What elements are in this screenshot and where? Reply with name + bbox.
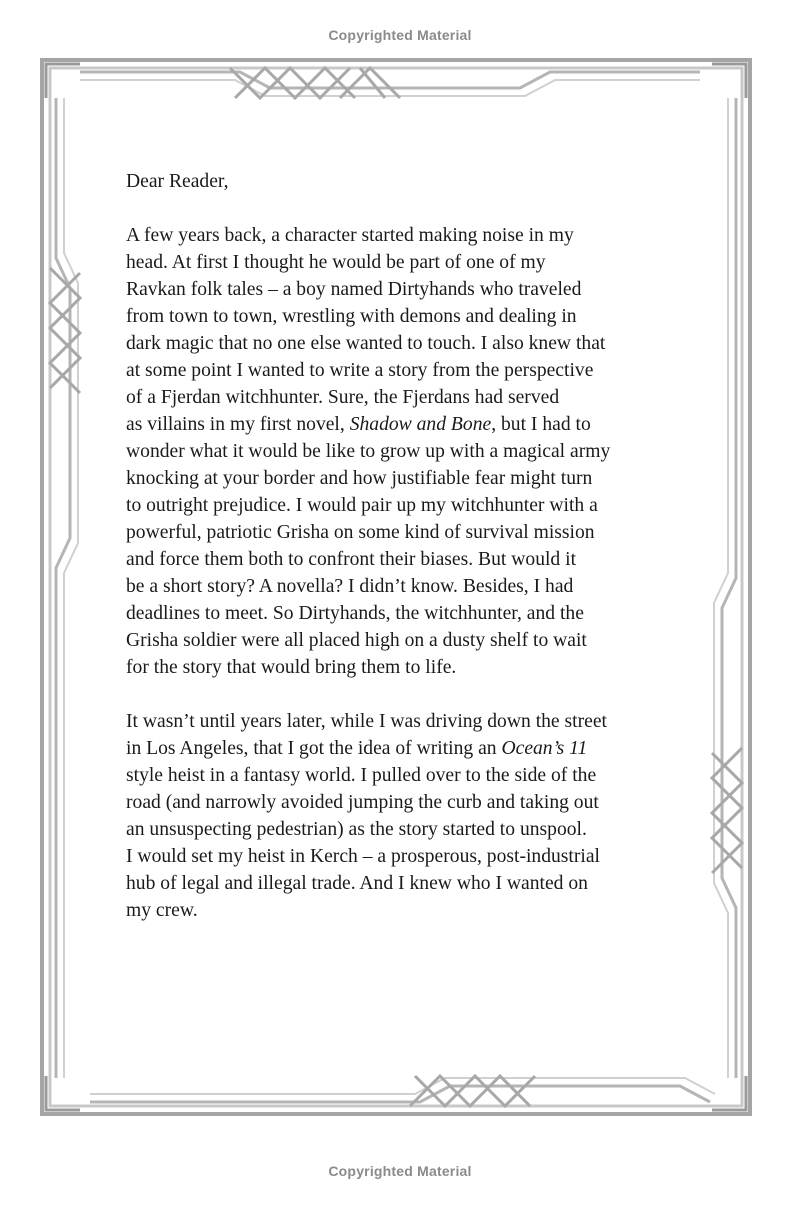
bottom-knot-ornament [410, 1076, 535, 1106]
p2-line-1: It wasn’t until years later, while I was driving down the street [126, 711, 607, 732]
p1-line-3: Ravkan folk tales – a boy named Dirtyhands who traveled [126, 279, 582, 300]
p1-line-8-end: , but I had to [491, 414, 591, 435]
top-knot-ornament [230, 68, 400, 98]
p2-line-5: an unsuspecting pedestrian) as the story started to unspool. [126, 819, 587, 840]
p1-line-12: powerful, patriotic Grisha on some kind of survival mission [126, 522, 595, 543]
p1-line-4: from town to town, wrestling with demons and dealing in [126, 306, 577, 327]
right-knot-ornament [712, 748, 742, 873]
p1-line-6: at some point I wanted to write a story from the perspective [126, 360, 594, 381]
paragraph-2 [126, 708, 686, 924]
copyright-header: Copyrighted Material [328, 27, 472, 43]
p1-line-16: Grisha soldier were all placed high on a dusty shelf to wait [126, 630, 587, 651]
p1-line-8 [126, 411, 686, 438]
letter-body [126, 168, 686, 951]
p2-line-2-start: in Los Angeles, that I got the idea of writing an [126, 738, 502, 759]
p1-line-7: of a Fjerdan witchhunter. Sure, the Fjerdans had served [126, 387, 560, 408]
p2-line-3: style heist in a fantasy world. I pulled over to the side of the [126, 765, 597, 786]
salutation: Dear Reader, [126, 171, 229, 192]
p2-line-6: I would set my heist in Kerch – a prosperous, post-industrial [126, 846, 600, 867]
left-knot-ornament [50, 268, 80, 393]
paragraph-1 [126, 222, 686, 681]
p2-line-2 [126, 735, 686, 762]
p1-line-1: A few years back, a character started making noise in my [126, 225, 574, 246]
p2-line-4: road (and narrowly avoided jumping the curb and taking out [126, 792, 599, 813]
p1-line-8-start: as villains in my first novel, [126, 414, 350, 435]
p1-line-11: to outright prejudice. I would pair up my witchhunter with a [126, 495, 598, 516]
p1-line-17: for the story that would bring them to life. [126, 657, 457, 678]
p1-line-10: knocking at your border and how justifiable fear might turn [126, 468, 593, 489]
p1-line-9: wonder what it would be like to grow up with a magical army [126, 441, 611, 462]
film-title-oceans-11: Ocean’s 11 [501, 738, 588, 759]
p2-line-8: my crew. [126, 900, 198, 921]
p1-line-14: be a short story? A novella? I didn’t know. Besides, I had [126, 576, 574, 597]
book-title-shadow-and-bone: Shadow and Bone [349, 414, 492, 435]
p1-line-15: deadlines to meet. So Dirtyhands, the witchhunter, and the [126, 603, 584, 624]
p1-line-13: and force them both to confront their biases. But would it [126, 549, 577, 570]
p1-line-2: head. At first I thought he would be part of one of my [126, 252, 546, 273]
copyright-footer: Copyrighted Material [328, 1163, 472, 1179]
p1-line-5: dark magic that no one else wanted to touch. I also knew that [126, 333, 606, 354]
p2-line-7: hub of legal and illegal trade. And I knew who I wanted on [126, 873, 588, 894]
